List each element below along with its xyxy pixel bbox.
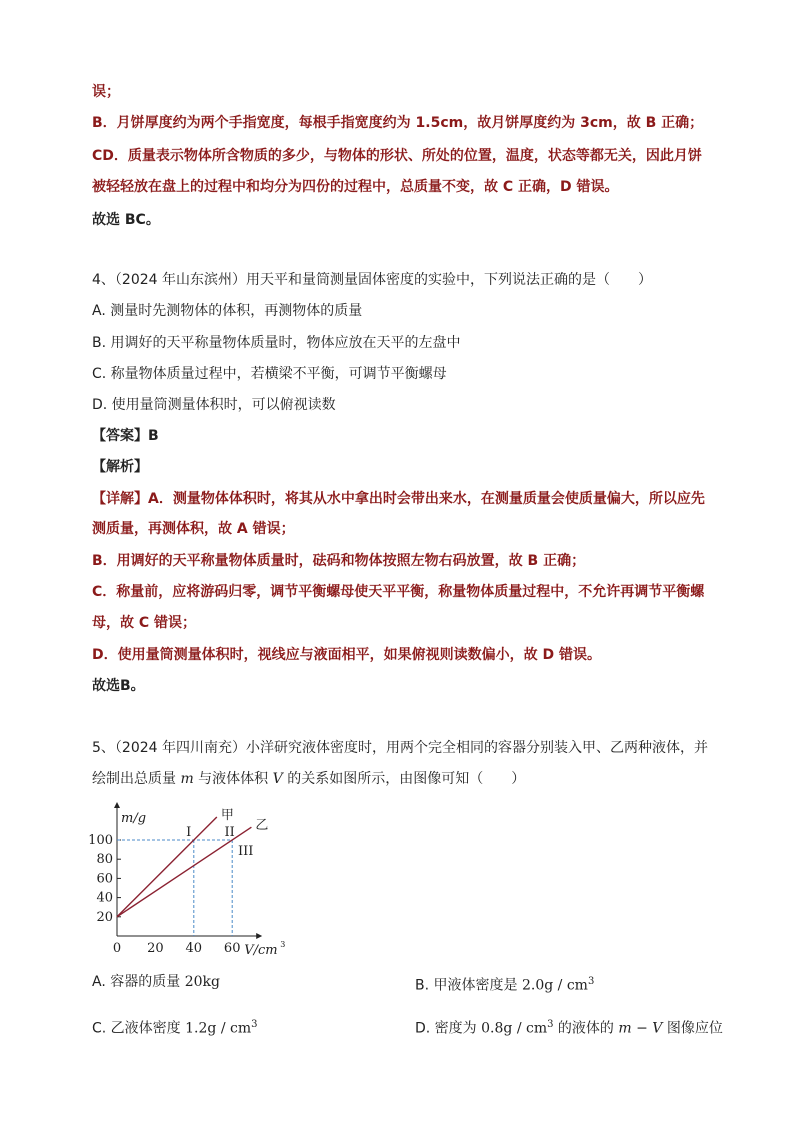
y-axis-label: m/g [121, 811, 147, 826]
prev-line-5: 故选 BC。 [92, 212, 160, 228]
q4-option-b: B. 用调好的天平称量物体质量时，物体应放在天平的左盘中 [92, 335, 461, 351]
q5-option-b: B. 甲液体密度是 $2.0g / cm^3$ [415, 976, 595, 994]
q4-explain-1: 【详解】A．测量物体体积时，将其从水中拿出时会带出来水，在测量质量会使质量偏大，所以应先 [92, 491, 705, 507]
x-axis-label: V/cm [244, 943, 278, 958]
region-label-1: I [186, 825, 192, 840]
q4-explain-2: 测质量，再测体积，故 A 错误； [92, 521, 295, 537]
prev-line-1: 误； [92, 84, 120, 100]
q5-stem-1: 5、（2024 年四川南充）小洋研究液体密度时，用两个完全相同的容器分别装入甲、乙两种液体，并 [92, 740, 708, 756]
prev-line-2: B．月饼厚度约为两个手指宽度，每根手指宽度约为 1.5cm，故月饼厚度约为 3cm，故 B 正确； [92, 115, 704, 131]
series-label-jia: 甲 [220, 807, 234, 823]
q4-explain-5: 母，故 C 错误； [92, 615, 197, 631]
q4-explain-4: C．称量前，应将游码归零，调节平衡螺母使天平平衡，称量物体质量过程中，不允许再调节平衡螺 [92, 584, 705, 600]
q5-option-c: C. 乙液体密度 $1.2g / cm^3$ [92, 1019, 258, 1037]
x-axis-label-sup: 3 [280, 940, 286, 949]
y-tick-label: 40 [96, 890, 113, 906]
x-tick-label: 20 [147, 941, 164, 956]
q4-conclusion: 故选B。 [92, 678, 145, 694]
prev-line-4: 被轻轻放在盘上的过程中和均分为四份的过程中，总质量不变，故 C 正确，D 错误。 [92, 179, 619, 195]
y-tick-label: 80 [96, 852, 113, 868]
mass-volume-chart [88, 798, 295, 958]
q4-stem: 4、（2024 年山东滨州）用天平和量筒测量固体密度的实验中，下列说法正确的是（ ） [92, 272, 652, 288]
q4-option-a: A. 测量时先测物体的体积，再测物体的质量 [92, 303, 363, 319]
region-label-3: III [237, 844, 254, 859]
q4-option-c: C. 称量物体质量过程中，若横梁不平衡，可调节平衡螺母 [92, 366, 447, 382]
y-axis-arrow [114, 802, 120, 808]
y-tick-label: 20 [96, 909, 113, 925]
series-line-yi [117, 827, 254, 917]
region-label-2: II [224, 825, 235, 840]
q4-option-d: D. 使用量筒测量体积时，可以俯视读数 [92, 397, 336, 413]
series-label-yi: 乙 [255, 818, 269, 834]
x-axis-arrow [256, 933, 262, 939]
y-tick-label: 60 [96, 871, 113, 887]
q4-explain-6: D．使用量筒测量体积时，视线应与液面相平，如果俯视则读数偏小，故 D 错误。 [92, 647, 601, 663]
y-tick-label: 100 [88, 833, 113, 848]
q5-stem-2: 绘制出总质量 m 与液体体积 V 的关系如图所示，由图像可知（ ） [92, 771, 526, 787]
q4-explain-3: B．用调好的天平称量物体质量时，砝码和物体按照左物右码放置，故 B 正确； [92, 553, 586, 569]
q5-option-a: A. 容器的质量 20kg [92, 974, 220, 990]
series-line-jia [117, 817, 217, 917]
prev-line-3: CD．质量表示物体所含物质的多少，与物体的形状、所处的位置，温度，状态等都无关，因此月饼 [92, 148, 702, 164]
x-tick-label: 40 [185, 941, 203, 956]
x-tick-label: 60 [223, 941, 241, 956]
x-tick-label: 0 [112, 941, 122, 956]
q4-analysis-label: 【解析】 [92, 459, 148, 475]
q5-option-d: D. 密度为 $0.8g / cm^3$ 的液体的 m − V 图像应位 [415, 1019, 723, 1037]
q4-answer: 【答案】B [92, 428, 159, 444]
